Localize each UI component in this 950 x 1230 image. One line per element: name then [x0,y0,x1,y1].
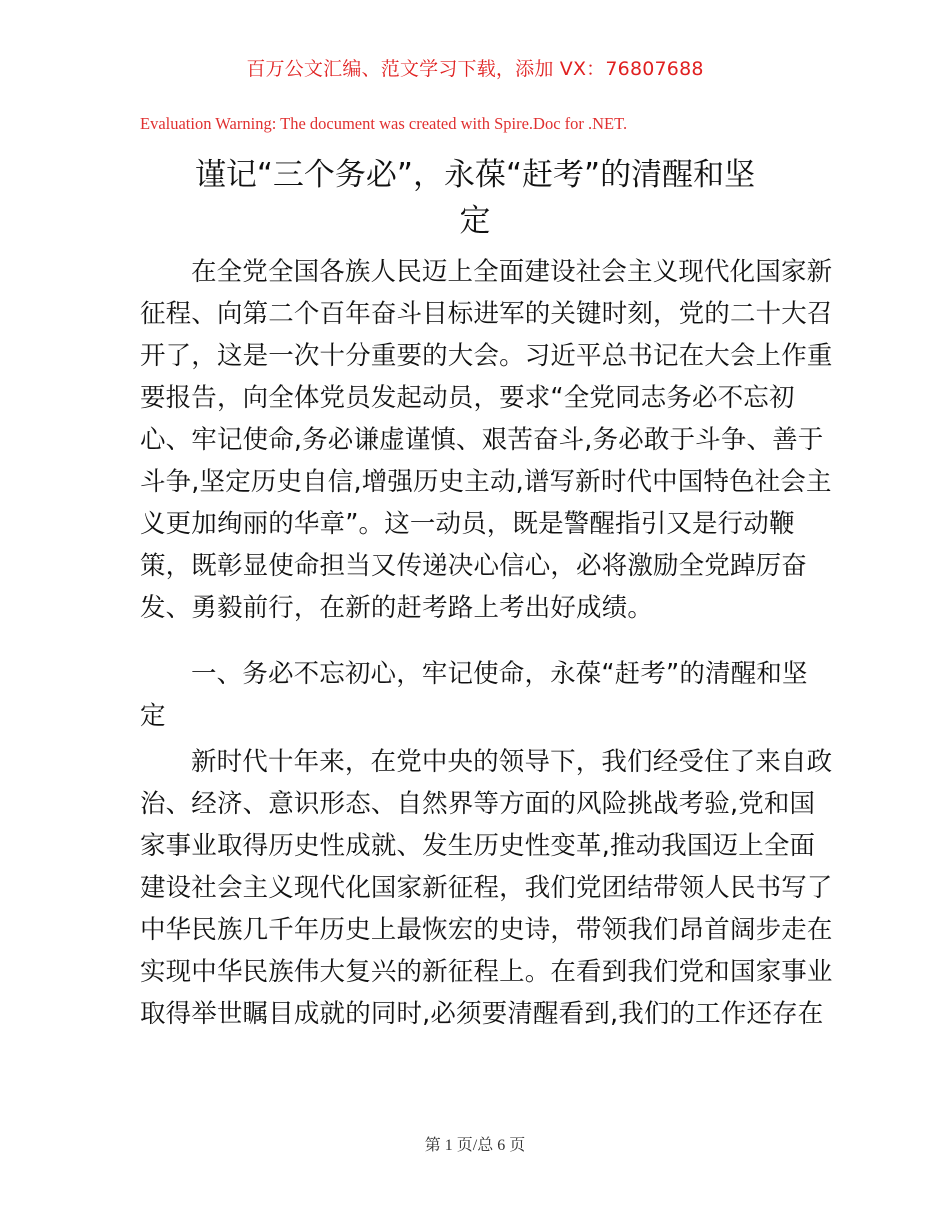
text-line: 斗争,坚定历史自信,增强历史主动,谱写新时代中国特色社会主 [140,467,832,497]
text-line: 发、勇毅前行，在新的赶考路上考出好成绩。 [140,593,654,623]
evaluation-warning: Evaluation Warning: The document was created with Spire.Doc for .NET. [140,114,628,133]
text-line: 新时代十年来，在党中央的领导下，我们经受住了来自政 [191,747,833,777]
text-line: 在全党全国各族人民迈上全面建设社会主义现代化国家新 [191,257,833,287]
text-line: 策，既彰显使命担当又传递决心信心，必将激励全党踔厉奋 [140,551,807,581]
section-heading-1 [140,653,820,737]
title-line: 定 [459,203,491,239]
title-line: 谨记“三个务必”，永葆“赶考”的清醒和坚 [194,157,756,193]
text-line: 家事业取得历史性成就、发生历史性变革,推动我国迈上全面 [140,831,816,861]
page-number-footer: 第 1 页/总 6 页 [424,1137,526,1154]
text-line: 取得举世瞩目成就的同时,必须要清醒看到,我们的工作还存在 [140,999,824,1029]
text-line: 实现中华民族伟大复兴的新征程上。在看到我们党和国家事业 [140,957,833,987]
heading-line: 一、务必不忘初心，牢记使命，永葆“赶考”的清醒和坚 [191,659,808,689]
text-line: 心、牢记使命,务必谦虚谨慎、艰苦奋斗,务必敢于斗争、善于 [140,425,824,455]
text-line: 要报告，向全体党员发起动员，要求“全党同志务必不忘初 [140,383,795,413]
text-line: 中华民族几千年历史上最恢宏的史诗，带领我们昂首阔步走在 [140,915,833,945]
text-line: 义更加绚丽的华章”。这一动员，既是警醒指引又是行动鞭 [140,509,795,539]
paragraph-section-1 [140,741,833,1035]
text-line: 治、经济、意识形态、自然界等方面的风险挑战考验,党和国 [140,789,816,819]
document-title [140,152,810,244]
paragraph-intro [140,251,833,629]
text-line: 建设社会主义现代化国家新征程，我们党团结带领人民书写了 [140,873,833,903]
heading-line: 定 [140,701,166,731]
text-line: 开了，这是一次十分重要的大会。习近平总书记在大会上作重 [140,341,833,371]
header-banner: 百万公文汇编、范文学习下载，添加 VX：76807688 [246,58,704,80]
text-line: 征程、向第二个百年奋斗目标进军的关键时刻，党的二十大召 [140,299,833,329]
